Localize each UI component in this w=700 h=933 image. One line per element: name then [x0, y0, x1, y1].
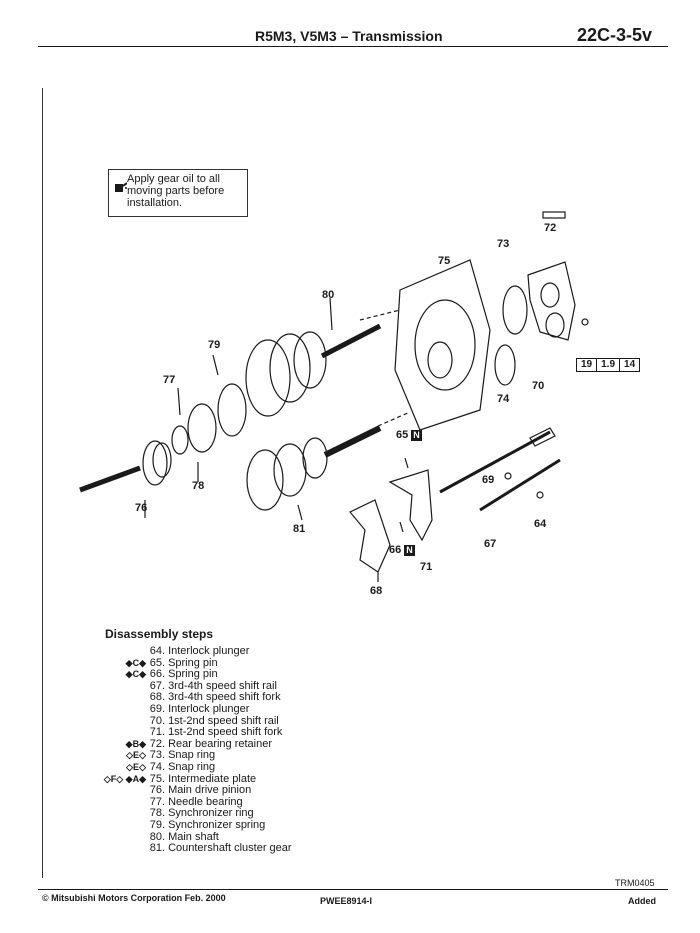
list-item	[100, 785, 292, 797]
callout-78: 78	[192, 480, 205, 492]
list-item	[100, 727, 292, 739]
list-item	[100, 843, 292, 855]
callout-72: 72	[544, 222, 557, 234]
torque-spec	[576, 358, 640, 372]
lubrication-note-text: Apply gear oil to all moving parts before installation.	[127, 173, 225, 209]
callout-65	[396, 429, 422, 441]
step-number: 77.	[149, 795, 165, 808]
step-label: Spring pin	[168, 668, 218, 681]
step-mark	[100, 704, 147, 716]
step-number: 79.	[149, 818, 165, 831]
callout-64: 64	[534, 518, 547, 530]
step-number: 81.	[149, 842, 165, 855]
publication-number: PWEE8914-I	[320, 896, 373, 906]
step-mark	[100, 832, 147, 844]
step-number: 76.	[149, 784, 165, 797]
steps-heading: Disassembly steps	[105, 627, 214, 641]
step-label: Main shaft	[168, 830, 219, 843]
step-label: Intermediate plate	[168, 772, 257, 785]
callout-74: 74	[497, 393, 510, 405]
callout-77: 77	[163, 374, 176, 386]
list-item	[100, 704, 292, 716]
step-mark	[100, 727, 147, 739]
callout-67: 67	[484, 538, 497, 550]
step-mark: ◆C◆	[125, 669, 146, 680]
step-mark	[100, 646, 147, 658]
oil-can-icon	[113, 178, 127, 199]
step-label: Needle bearing	[168, 795, 243, 808]
step-label: Snap ring	[168, 749, 216, 762]
step-mark: ◆B◆	[125, 738, 146, 749]
revision-status: Added	[628, 896, 656, 906]
callout-66-badge: N	[406, 545, 413, 555]
callout-81: 81	[293, 523, 306, 535]
step-label: Rear bearing retainer	[168, 737, 273, 750]
callout-66-number: 66	[389, 544, 402, 556]
callout-71: 71	[420, 561, 433, 573]
step-mark	[100, 820, 147, 832]
step-number: 67.	[149, 679, 165, 692]
callout-80: 80	[322, 289, 335, 301]
torque-ftlbs: 14	[624, 359, 636, 370]
step-label: 1st-2nd speed shift fork	[168, 726, 283, 739]
callout-68: 68	[370, 585, 383, 597]
step-label: Snap ring	[168, 760, 216, 773]
step-number: 68.	[149, 691, 165, 704]
step-mark	[100, 716, 147, 728]
disassembly-steps-list	[100, 646, 292, 855]
margin-rule	[42, 88, 43, 878]
torque-nm: 19	[577, 359, 597, 371]
step-mark	[100, 808, 147, 820]
step-mark: ◇E◇	[126, 750, 146, 761]
callout-75: 75	[438, 255, 451, 267]
step-label: Countershaft cluster gear	[168, 842, 292, 855]
list-item	[100, 820, 292, 832]
callout-69: 69	[482, 474, 495, 486]
callout-76: 76	[135, 502, 148, 514]
torque-kgfm: 1.9	[597, 359, 620, 371]
copyright: © Mitsubishi Motors Corporation Feb. 2000	[42, 893, 226, 903]
page-number: 22C-3-5v	[577, 25, 653, 45]
step-mark	[100, 797, 147, 809]
step-mark	[100, 843, 147, 855]
step-number: 72.	[149, 737, 165, 750]
footer-rule	[38, 889, 668, 890]
step-number: 65.	[149, 656, 165, 669]
step-number: 78.	[149, 807, 165, 820]
step-mark: ◇E◇	[126, 761, 146, 772]
step-number: 69.	[149, 702, 165, 715]
callout-70: 70	[532, 380, 545, 392]
list-item	[100, 646, 292, 658]
callout-65-number: 65	[396, 429, 409, 441]
callout-66	[389, 544, 415, 556]
step-label: 3rd-4th speed shift fork	[168, 691, 281, 704]
step-mark	[100, 692, 147, 704]
step-label: Spring pin	[168, 656, 218, 669]
step-number: 66.	[149, 668, 165, 681]
step-number: 70.	[149, 714, 165, 727]
step-label: Synchronizer ring	[168, 807, 254, 820]
step-number: 71.	[149, 726, 165, 739]
exploded-view-diagram	[60, 200, 620, 600]
step-label: Interlock plunger	[168, 702, 250, 715]
header-rule	[38, 46, 668, 47]
page-title: R5M3, V5M3 – Transmission	[255, 28, 443, 44]
callout-79: 79	[208, 339, 221, 351]
callout-65-badge: N	[413, 430, 420, 440]
step-label: 1st-2nd speed shift rail	[168, 714, 279, 727]
figure-code: TRM0405	[615, 878, 655, 888]
step-number: 74.	[149, 760, 165, 773]
callout-73: 73	[497, 238, 510, 250]
step-mark: ◆C◆	[125, 657, 146, 668]
step-mark: ◇F◇ ◆A◆	[103, 773, 146, 784]
step-number: 75.	[149, 772, 165, 785]
step-number: 64.	[149, 645, 165, 657]
step-label: Synchronizer spring	[168, 818, 266, 831]
step-number: 80.	[149, 830, 165, 843]
step-label: Interlock plunger	[168, 645, 250, 657]
step-label: Main drive pinion	[168, 784, 252, 797]
step-mark	[100, 785, 147, 797]
step-number: 73.	[149, 749, 165, 762]
step-label: 3rd-4th speed shift rail	[168, 679, 277, 692]
step-mark	[100, 681, 147, 693]
list-item	[100, 762, 292, 774]
